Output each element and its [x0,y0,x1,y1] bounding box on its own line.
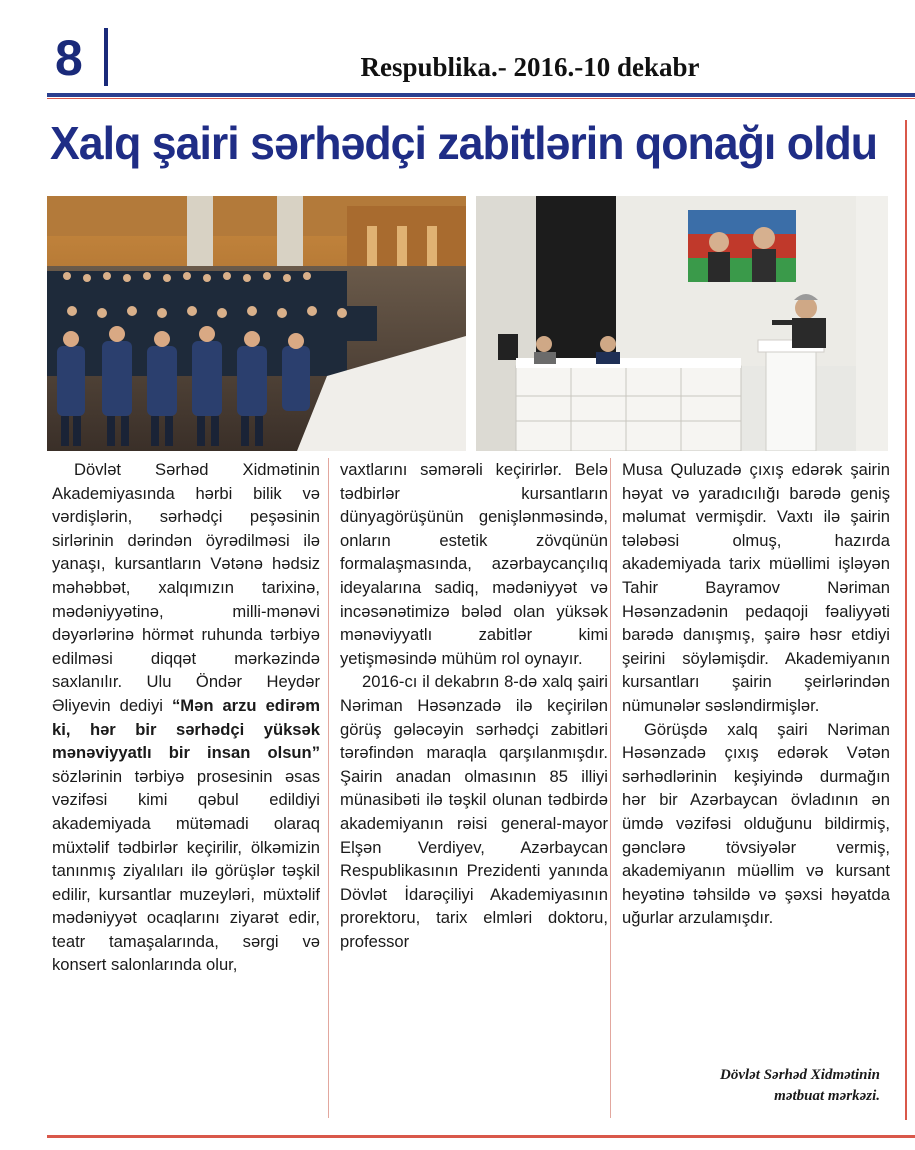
stage-illustration [476,196,888,451]
headline: Xalq şairi sərhədçi zabitlərin qonağı oldu [50,117,878,169]
page-number: 8 [55,30,83,86]
photo-auditorium [47,196,466,451]
article-paragraph: vaxtlarını səmərəli keçirirlər. Belə tədbirlər kursantların dünyagörüşünün genişlənməsində, onların estetik zövqünün formalaşmasında, azərbaycançılıq ideyalarına sadiq, mədəniyyət və incəsənətimizə bələd olan yüksək mənəviyyatlı zabitlər kimi yetişməsində mühüm rol oynayır. [340,460,608,668]
article-paragraph: Görüşdə xalq şairi Nəriman Həsənzadə çıxış edərək Vətən sərhədlərinin keşiyində durmağın hər bir Azərbaycan övladının ən ümdə vəzifəsi olduğunu bildirmiş, gənclərə tövsiyələr vermiş, akademiyanın müəllim və kursant heyətinə təhsildə və şəxsi həyatda uğurlar arzulamışdır. [622,719,890,928]
article-paragraph: 2016-cı il dekabrın 8-də xalq şairi Nəriman Həsənzadə ilə keçirilən görüş gələcəyin sərhədçi zabitləri tərəfindən maraqla qarşılanmışdır. Şairin anadan olmasının 85 illiyi münasibəti ilə təşkil olunan tədbirdə akademiyanın rəisi general-mayor Elşən Verdiyev, Azərbaycan Respublikasının Prezidenti yanında Dövlət İdarəçiliyi Akademiyasının prorektoru, tarix elmləri doktoru, professor [340,672,608,951]
footer-rule [47,1135,915,1138]
credit-line: mətbuat mərkəzi. [774,1088,880,1104]
article-column-2 [340,458,608,953]
paragraph-text: sözlərinin tərbiyə prosesinin əsas vəzifəsi kimi qəbul edildiyi akademiyada mütəmadi olaraq müxtəlif tədbirlər keçirilir, ölkəmizin tanınmış ziyalıları ilə görüşlər təşkil edilir, kursantlar muzeyləri, müxtəlif mədəniyyət ocaqlarını ziyarət edir, teatr tamaşalarında, sərgi və konsert salonlarında olur, [52,766,320,975]
header-rule [47,93,915,97]
article-column-3 [622,458,890,930]
article-credit [622,1065,880,1107]
page-number-divider [104,28,108,86]
masthead: Respublika.- 2016.-10 dekabr [360,52,700,82]
article-paragraph [52,458,320,977]
photo-stage [476,196,888,451]
page-edge-rule [905,120,907,1120]
column-divider [328,458,329,1118]
paragraph-text: Dövlət Sərhəd Xidmətinin Akademiyasında hərbi bilik və vərdişlərin, sərhədçi peşəsinin sirlərinin dərindən öyrədilməsi ilə yanaşı, kursantların Vətənə hədsiz məhəbbət, xalqımızın tarixinə, mədəniyyətinə, milli-mənəvi dəyərlərinə hörmət ruhunda tərbiyə edilməsi diqqət mərkəzində saxlanılır. Ulu Öndər Heydər Əliyevin dediyi [52,460,320,715]
header-rule-accent [47,98,915,99]
credit-line: Dövlət Sərhəd Xidmətinin [719,1067,880,1083]
auditorium-illustration [47,196,466,451]
column-divider [610,458,611,1118]
article-column-1 [52,458,320,977]
quote-text: “Mən arzu edirəm ki, hər bir sərhədçi yüksək mənəviyyatlı bir insan olsun” [52,695,320,763]
article-paragraph: Musa Quluzadə çıxış edərək şairin həyat və yaradıcılığı barədə geniş məlumat vermişdir. Vaxtı ilə şairin tələbəsi olmuş, hazırda akademiyada tarix müəllimi işləyən Tahir Bayramov Nəriman Həsənzadənin pedaqoji fəaliyyəti barədə danışmış, şairə həsr etdiyi şeirini söyləmişdir. Akademiyanın kursantları şairin şeirlərindən nümunələr səsləndirmişlər. [622,460,890,715]
